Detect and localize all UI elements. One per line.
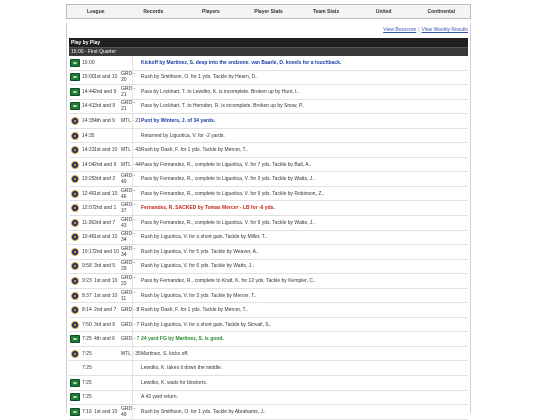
play-down: 2nd and 1	[94, 205, 117, 212]
play-row	[69, 303, 468, 318]
page-container	[66, 4, 471, 418]
play-description: Rush by Liguotica, V. for 5 yds. Tackle by Weaver, A..	[141, 248, 259, 255]
play-description: Kickoff by Martinez, S. deep into the endzone. van Baarle, D. kneels for a touchback.	[141, 59, 342, 66]
team-logo-blue-icon	[71, 321, 79, 329]
play-row	[69, 216, 468, 231]
play-time: 7:25	[82, 336, 92, 343]
play-row	[69, 172, 468, 187]
play-description: Pass by Lockhart, T. to Herndon, R. is incomplete. Broken up by Snow, P..	[141, 103, 305, 110]
play-description: Pass by Fernandez, R., complete to Kratt, K. for 12 yds. Tackle by Kempler, C..	[141, 277, 316, 284]
play-row	[69, 318, 468, 333]
play-down: 1st and 10	[94, 277, 118, 284]
play-time: 15:00	[82, 74, 95, 81]
team-logo-blue-icon	[71, 117, 79, 125]
play-spot: GRD - 11	[121, 289, 136, 302]
play-description: Pass by Fernandez, R., complete to Liguotica, V. for 3 yds. Tackle by Watts, J..	[141, 176, 316, 183]
play-description: Fernandez, R. SACKED by Tomas Mercer - LB for -6 yds.	[141, 205, 275, 212]
team-logo-blue-icon	[71, 190, 79, 198]
link-separator: |	[418, 27, 420, 33]
play-row	[69, 361, 468, 376]
play-time: 7:25	[82, 394, 92, 401]
team-logo-blue-icon	[71, 292, 79, 300]
column-divider	[132, 172, 133, 186]
play-spot: GRD - 20	[121, 71, 136, 84]
play-spot: GRD - 46	[121, 187, 136, 200]
play-description: Pass by Fernandez, R., complete to Liguotica, V. for 7 yds. Tackle by Ball, A..	[141, 161, 312, 168]
column-divider	[132, 231, 133, 245]
play-spot: MTL - 21	[121, 117, 141, 124]
play-spot: GRD - 7	[121, 336, 140, 343]
play-down: 3rd and 5	[94, 263, 116, 270]
team-logo-green-icon	[70, 59, 80, 67]
play-time: 15:00	[82, 59, 95, 66]
play-description: Lewdko, K. waits for blockers.	[141, 379, 208, 386]
play-time: 10:17	[82, 248, 95, 255]
result-links	[69, 23, 468, 37]
play-description: 24 yard FG by Martinez, S. is good.	[141, 336, 224, 343]
play-time: 7:50	[82, 321, 92, 328]
play-row	[69, 114, 468, 129]
play-spot: GRD - 8	[121, 307, 140, 314]
play-row	[69, 143, 468, 158]
team-logo-blue-icon	[71, 262, 79, 270]
play-description: Returned by Liguotica, V. for -2 yards.	[141, 132, 225, 139]
team-logo-blue-icon	[71, 306, 79, 314]
play-time: 11:36	[82, 219, 95, 226]
play-down: 4th and 6	[94, 336, 115, 343]
column-divider	[132, 71, 133, 85]
team-logo-blue-icon	[71, 277, 79, 285]
team-logo-green-icon	[70, 102, 80, 110]
column-divider	[132, 158, 133, 172]
team-logo-blue-icon	[71, 146, 79, 154]
play-row	[69, 332, 468, 347]
play-time: 7:25	[82, 379, 92, 386]
column-divider	[132, 216, 133, 230]
team-logo-blue-icon	[71, 233, 79, 241]
team-logo-blue-icon	[71, 204, 79, 212]
nav-players[interactable]: Players	[202, 8, 220, 15]
play-row	[69, 245, 468, 260]
view-boxscore-link[interactable]: View Boxscore	[383, 27, 417, 33]
team-logo-green-icon	[70, 335, 80, 343]
play-spot: GRD - 21	[121, 85, 136, 98]
play-spot: GRD - 49	[121, 173, 136, 186]
play-description: Pass by Fernandez, R., complete to Liguotica, V. for 9 yds. Tackle by Robinson, Z..	[141, 190, 325, 197]
play-spot: GRD - 37	[121, 202, 136, 215]
play-row	[69, 289, 468, 304]
play-description: Rush by Liguotica, V. for a short gain. Tackle by Stovall, S..	[141, 321, 272, 328]
play-description: Martinez, S. kicks off.	[141, 350, 189, 357]
column-divider	[132, 405, 133, 419]
play-time: 13:25	[82, 176, 95, 183]
play-time: 14:35	[82, 132, 95, 139]
play-row	[69, 376, 468, 391]
nav-records[interactable]: Records	[143, 8, 164, 15]
nav-team-stats[interactable]: Team Stats	[312, 8, 340, 15]
play-time: 14:44	[82, 88, 95, 95]
column-divider	[132, 245, 133, 259]
play-description: Rush by Smithson, O. for 1 yds. Tackle by Hearn, D..	[141, 74, 258, 81]
play-by-play-header: Play by Play	[69, 38, 468, 47]
play-spot: GRD - 43	[121, 216, 136, 229]
play-time: 9:23	[82, 277, 92, 284]
play-down: 3rd and 6	[94, 321, 116, 328]
play-description: Rush by Liguotica, V. for 6 yds. Tackle by Watts, J..	[141, 263, 254, 270]
play-row	[69, 405, 468, 420]
team-logo-blue-icon	[71, 161, 79, 169]
team-logo-blue-icon	[71, 132, 79, 140]
column-divider	[132, 56, 133, 70]
play-description: A 43 yard return.	[141, 394, 178, 401]
play-description: Pass by Lockhart, T. to Lewdko, K. is incomplete. Broken up by Hunt, I..	[141, 88, 300, 95]
play-time: 7:25	[82, 365, 92, 372]
nav-league[interactable]: League	[87, 8, 105, 15]
play-time: 14:41	[82, 103, 95, 110]
play-row	[69, 129, 468, 144]
team-logo-blue-icon	[71, 248, 79, 256]
column-divider	[132, 260, 133, 274]
column-divider	[132, 332, 133, 346]
play-row	[69, 201, 468, 216]
play-row	[69, 391, 468, 406]
play-down: 3rd and 2	[94, 176, 116, 183]
play-description: Rush by Liguotica, V. for 3 yds. Tackle by Mercer, T..	[141, 292, 257, 299]
play-row	[69, 347, 468, 362]
column-divider	[132, 274, 133, 288]
play-time: 10:46	[82, 234, 95, 241]
play-down: 1st and 10	[94, 292, 118, 299]
team-logo-empty	[70, 364, 80, 372]
nav-united[interactable]: United	[375, 8, 392, 15]
play-row	[69, 100, 468, 115]
play-description: Rush by Smithson, O. for 1 yds. Tackle by Abrahams, J..	[141, 408, 266, 415]
play-row	[69, 274, 468, 289]
column-divider	[132, 114, 133, 128]
play-row	[69, 260, 468, 275]
quarter-header: 15:00 - First Quarter	[69, 47, 468, 56]
column-divider	[132, 187, 133, 201]
play-description: Punt by Winters, J. of 34 yards.	[141, 117, 216, 124]
column-divider	[132, 318, 133, 332]
view-weekly-results-link[interactable]: View Weekly Results	[421, 27, 468, 33]
column-divider	[132, 376, 133, 390]
play-time: 7:25	[82, 350, 92, 357]
team-logo-blue-icon	[71, 175, 79, 183]
play-down: 1st and 10	[94, 147, 118, 154]
team-logo-green-icon	[70, 88, 80, 96]
play-row	[69, 231, 468, 246]
play-description: Rush by Liguotica, V. for a short gain. Tackle by Miller, T..	[141, 234, 268, 241]
play-down: 1st and 10	[94, 74, 118, 81]
top-nav	[66, 4, 471, 19]
column-divider	[132, 289, 133, 303]
column-divider	[132, 85, 133, 99]
play-down: 4th and 9	[94, 117, 115, 124]
play-spot: GRD - 7	[121, 321, 140, 328]
play-down: 2nd and 7	[94, 307, 117, 314]
play-description: Lewdko, K. takes it down the middle.	[141, 365, 223, 372]
team-logo-green-icon	[70, 393, 80, 401]
play-down: 3rd and 7	[94, 219, 116, 226]
play-spot: GRD - 23	[121, 274, 136, 287]
nav-player-stats[interactable]: Player Stats	[254, 8, 283, 15]
column-divider	[132, 129, 133, 143]
play-row	[69, 85, 468, 100]
play-down: 2nd and 9	[94, 161, 117, 168]
nav-continental[interactable]: Continental	[427, 8, 455, 15]
play-spot: MTL - 43	[121, 147, 141, 154]
play-spot: MTL - 35	[121, 350, 141, 357]
play-time: 9:58	[82, 263, 92, 270]
play-down: 1st and 10	[94, 234, 118, 241]
column-divider	[132, 361, 133, 375]
play-row	[69, 71, 468, 86]
column-divider	[132, 143, 133, 157]
play-down: 1st and 10	[94, 190, 118, 197]
play-description: Rush by Dash, F. for 1 yds. Tackle by Mercer, T..	[141, 307, 248, 314]
play-time: 14:04	[82, 161, 95, 168]
play-time: 8:14	[82, 307, 92, 314]
play-time: 12:07	[82, 205, 95, 212]
team-logo-green-icon	[70, 408, 80, 416]
play-description: Pass by Fernandez, R., complete to Liguotica, V. for 9 yds. Tackle by Watts, J..	[141, 219, 316, 226]
play-time: 8:37	[82, 292, 92, 299]
column-divider	[132, 100, 133, 114]
play-row	[69, 56, 468, 71]
play-time: 12:46	[82, 190, 95, 197]
column-divider	[132, 303, 133, 317]
play-spot: GRD - 21	[121, 100, 136, 113]
play-down: 1st and 10	[94, 408, 118, 415]
play-time: 7:16	[82, 408, 92, 415]
team-logo-blue-icon	[71, 350, 79, 358]
team-logo-blue-icon	[71, 219, 79, 227]
play-time: 14:35	[82, 117, 95, 124]
play-row	[69, 158, 468, 173]
team-logo-green-icon	[70, 73, 80, 81]
play-spot: GRD - 34	[121, 231, 136, 244]
play-description: Rush by Dash, F. for 1 yds. Tackle by Mercer, T..	[141, 147, 248, 154]
play-spot: GRD - 29	[121, 260, 136, 273]
play-down: 3rd and 9	[94, 103, 116, 110]
team-logo-green-icon	[70, 379, 80, 387]
content-area	[66, 23, 471, 418]
play-time: 14:23	[82, 147, 95, 154]
play-list	[69, 56, 468, 420]
play-spot: GRD - 34	[121, 245, 136, 258]
column-divider	[132, 347, 133, 361]
play-spot: GRD - 49	[121, 405, 136, 418]
play-down: 2nd and 10	[94, 248, 120, 255]
play-spot: MTL - 44	[121, 161, 141, 168]
play-row	[69, 187, 468, 202]
column-divider	[132, 391, 133, 405]
play-down: 2nd and 9	[94, 88, 117, 95]
column-divider	[132, 201, 133, 215]
